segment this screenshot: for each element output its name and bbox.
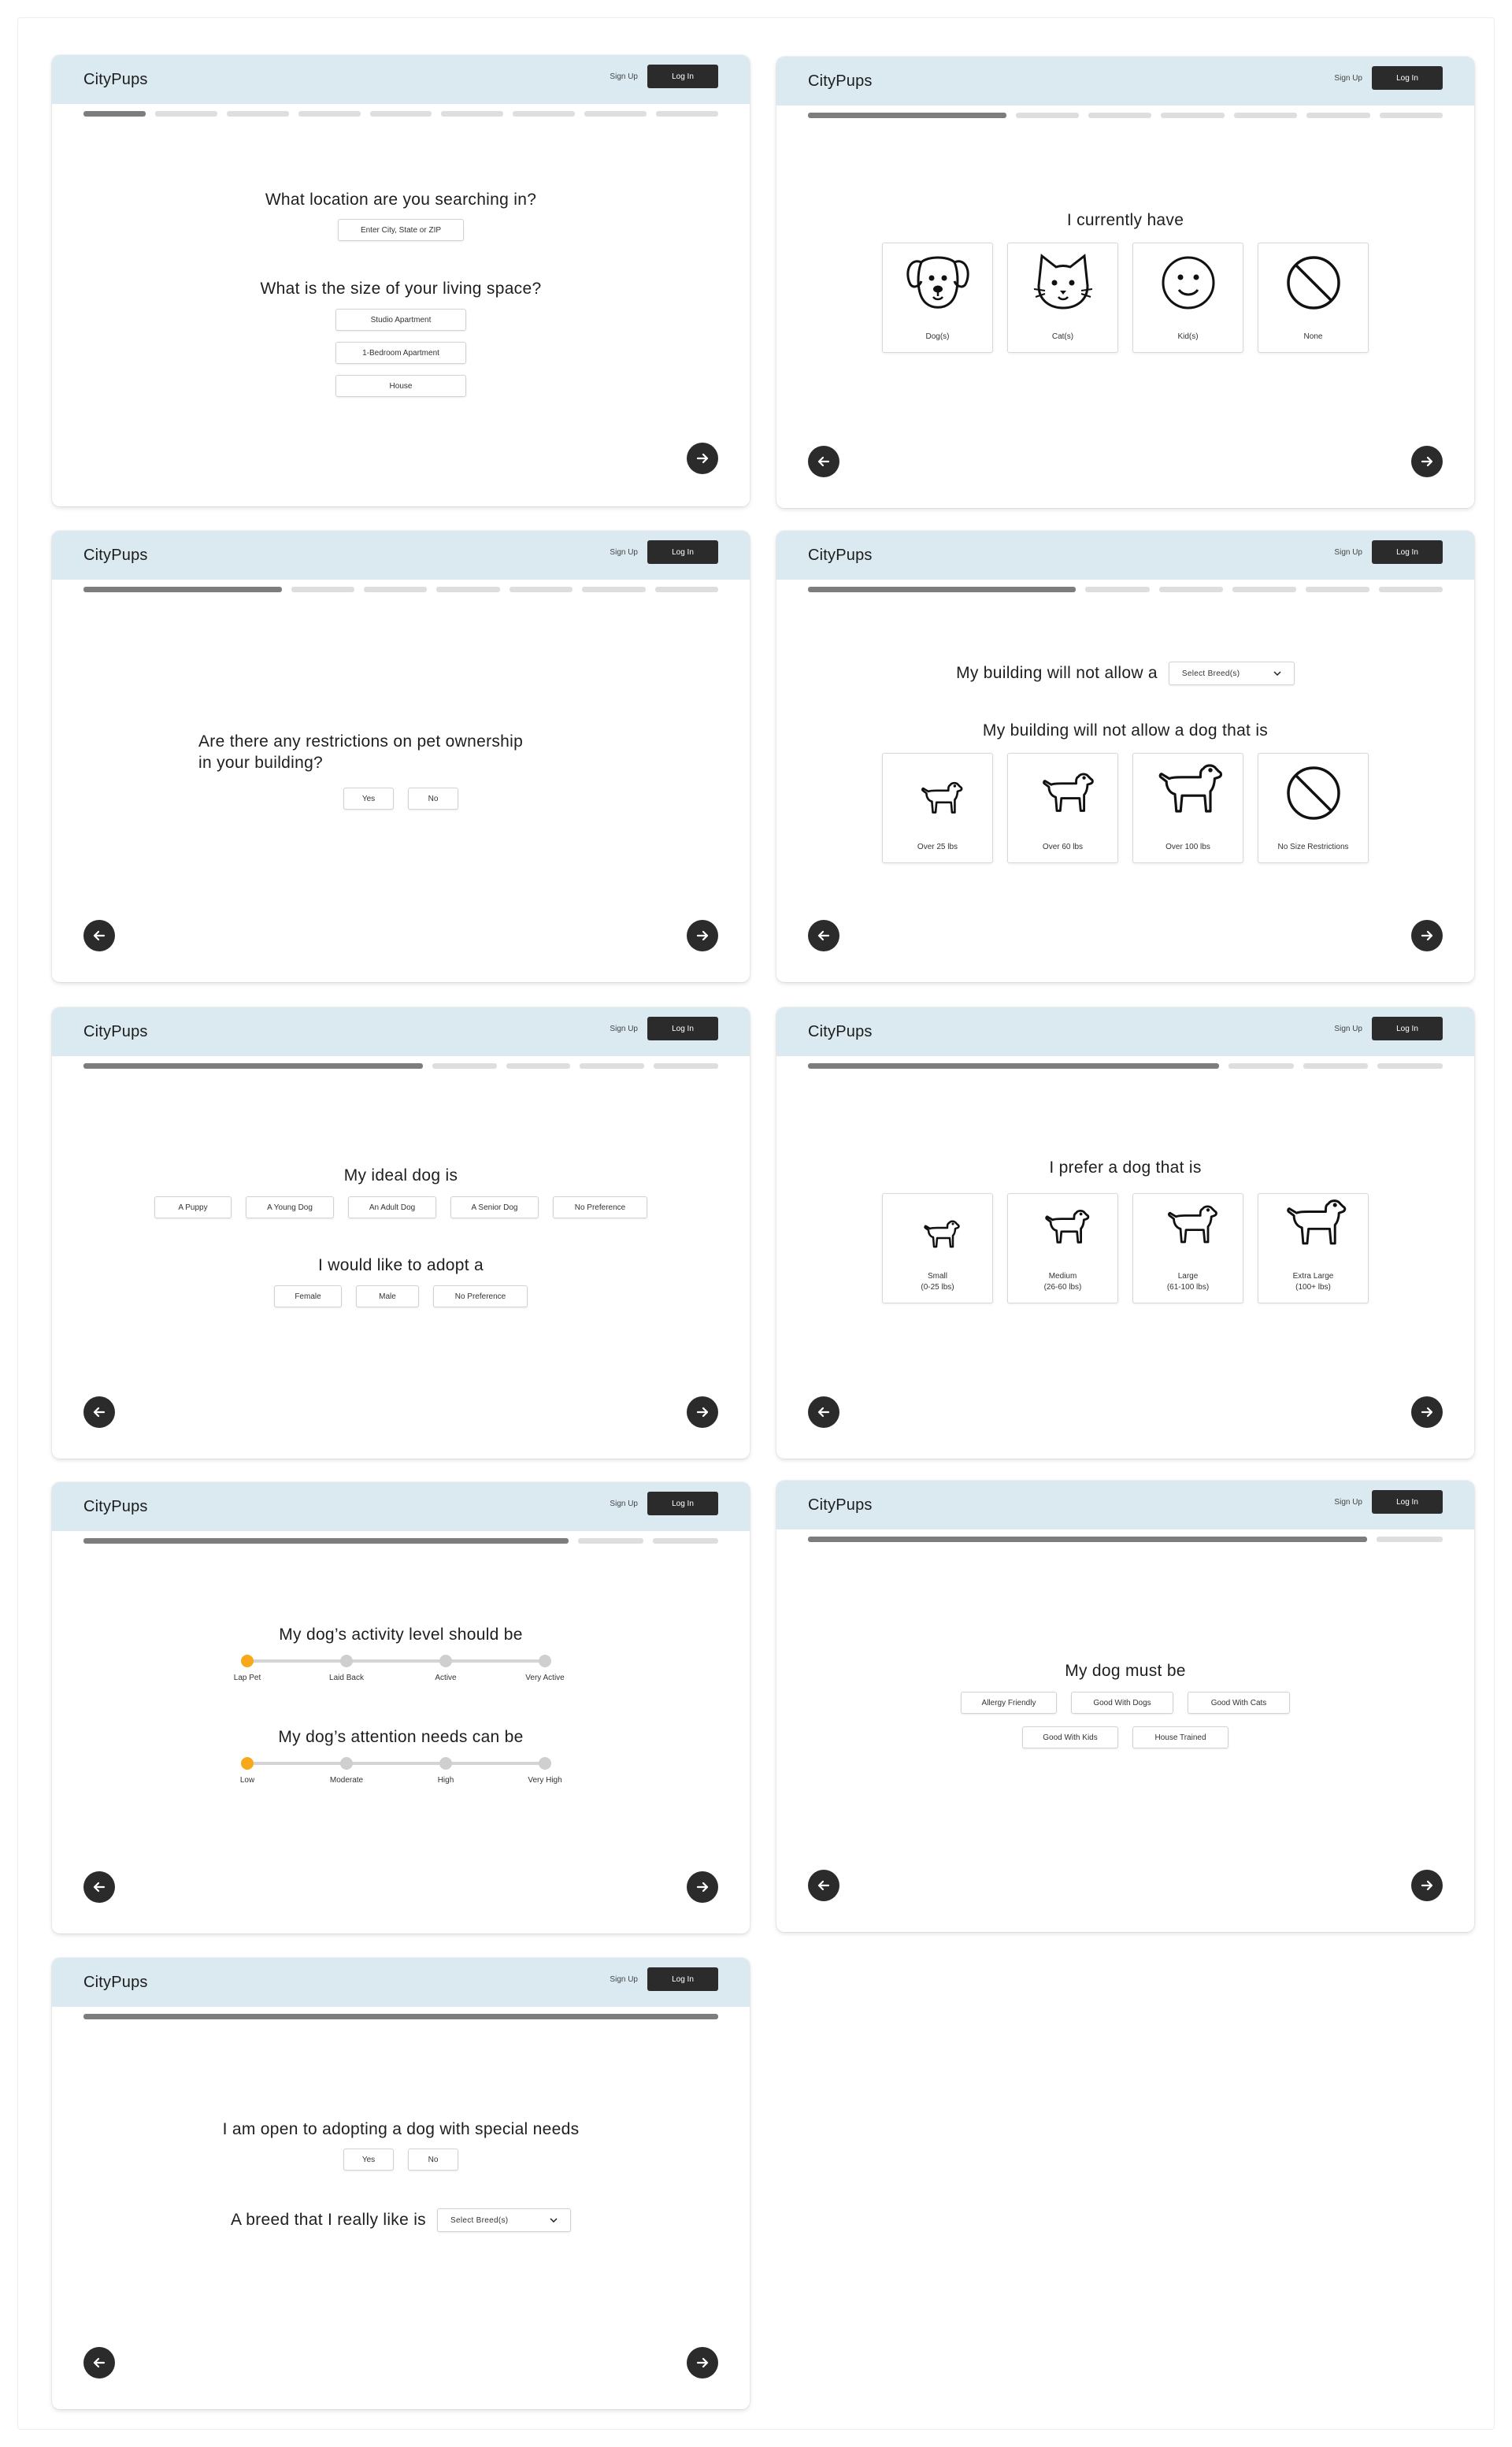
next-button[interactable] [1411,1396,1443,1428]
progress-segment-complete [83,111,146,117]
dog-large-icon [1153,1200,1224,1255]
slider-stop[interactable] [539,1757,551,1770]
progress-segment [364,587,427,592]
slider-stop[interactable] [439,1757,452,1770]
progress-segment [1379,587,1443,592]
prohibited-icon [1278,251,1349,314]
progress-bar [83,111,718,117]
slider-label: Moderate [329,1776,364,1785]
login-button[interactable]: Log In [647,1017,718,1040]
option-1-bedroom[interactable]: 1-Bedroom Apartment [335,342,466,364]
dog-medium-icon [1028,763,1099,826]
question-line: Are there any restrictions on pet ownership [198,732,524,751]
progress-segment [1380,113,1443,118]
header [776,531,1474,580]
slider-track[interactable] [247,1659,545,1663]
slider-label: High [437,1776,454,1785]
progress-segment [370,111,432,117]
arrow-left-icon [815,1403,832,1421]
signup-link[interactable]: Sign Up [610,72,638,81]
question-age: My ideal dog is [343,1166,458,1185]
next-button[interactable] [687,2347,718,2378]
option-no-preference[interactable]: No Preference [553,1196,647,1218]
tile-over-60[interactable] [1007,753,1118,863]
next-button[interactable] [1411,1870,1443,1901]
progress-segment [513,111,575,117]
option-senior-dog[interactable]: A Senior Dog [450,1196,539,1218]
tile-extra-large[interactable] [1258,1193,1369,1303]
attention-slider[interactable] [239,1756,562,1787]
question-breed-ban: My building will not allow a [956,664,1158,682]
prohibited-icon [1278,762,1349,825]
progress-segment-complete [808,1063,1219,1069]
progress-bar [83,1063,718,1069]
progress-bar [83,587,718,592]
signup-link[interactable]: Sign Up [610,1975,638,1984]
question-must-be: My dog must be [1065,1662,1186,1680]
tile-label: Over 25 lbs [917,843,958,851]
slider-stop[interactable] [439,1655,452,1667]
header [52,1007,750,1056]
back-button[interactable] [808,1396,839,1428]
header [52,531,750,580]
slider-stop[interactable] [340,1655,353,1667]
brand-logo[interactable]: CityPups [83,1023,148,1040]
tile-label: Cat(s) [1051,332,1074,341]
progress-segment [1377,1537,1443,1542]
progress-segment [584,111,647,117]
dog-small-icon [902,766,973,829]
screen-location [52,55,750,506]
question-attention: My dog’s attention needs can be [278,1728,524,1746]
tile-label: Over 60 lbs [1042,843,1084,851]
option-yes[interactable]: Yes [343,2149,394,2171]
progress-bar [808,113,1443,118]
back-button[interactable] [808,1870,839,1901]
slider-stop[interactable] [539,1655,551,1667]
screen-activity [52,1482,750,1934]
question-breed: A breed that I really like is [231,2211,426,2229]
arrow-left-icon [91,2354,108,2371]
signup-link[interactable]: Sign Up [1334,548,1362,557]
slider-stop[interactable] [340,1757,353,1770]
tile-dogs[interactable] [882,243,993,353]
progress-segment-complete [83,2014,718,2019]
tile-over-100[interactable] [1132,753,1243,863]
arrow-left-icon [815,1877,832,1894]
next-button[interactable] [687,1396,718,1428]
next-button[interactable] [687,920,718,951]
progress-segment [298,111,361,117]
tile-medium[interactable] [1007,1193,1118,1303]
question-line: in your building? [198,754,324,772]
question-size: I prefer a dog that is [1049,1159,1202,1177]
progress-segment-complete [83,1063,423,1069]
option-house[interactable]: House [335,375,466,397]
screen-must-be [776,1481,1474,1932]
brand-logo[interactable]: CityPups [808,547,873,564]
screen-special-needs [52,1958,750,2409]
dog-extra-large-icon [1276,1197,1351,1255]
progress-segment [656,111,718,117]
progress-segment [580,1063,644,1069]
tile-label: Medium (26-60 lbs) [1043,1272,1082,1292]
arrow-right-icon [1418,453,1436,470]
progress-segment [1306,587,1369,592]
progress-segment [510,587,573,592]
question-activity: My dog’s activity level should be [279,1626,523,1644]
signup-link[interactable]: Sign Up [610,1025,638,1033]
tile-cats[interactable] [1007,243,1118,353]
option-adult-dog[interactable]: An Adult Dog [348,1196,436,1218]
login-button[interactable]: Log In [1372,1490,1443,1514]
back-button[interactable] [808,920,839,951]
slider-label: Active [435,1674,457,1682]
back-button[interactable] [83,2347,115,2378]
breed-select[interactable] [1169,662,1295,685]
select-value: Select Breed(s) [450,2215,509,2225]
arrow-left-icon [91,1878,108,1896]
option-male[interactable]: Male [356,1285,419,1307]
progress-bar [808,587,1443,592]
progress-segment [653,1538,718,1544]
progress-segment [1161,113,1224,118]
tile-label: Kid(s) [1177,332,1199,341]
progress-segment [578,1538,643,1544]
dog-medium-icon [1028,1202,1099,1257]
arrow-right-icon [694,2354,711,2371]
progress-segment [1016,113,1079,118]
tile-over-25[interactable] [882,753,993,863]
arrow-right-icon [694,1878,711,1896]
screen-restrictions [52,531,750,982]
activity-slider[interactable] [233,1653,565,1685]
brand-logo[interactable]: CityPups [83,1974,148,1991]
option-no-preference[interactable]: No Preference [433,1285,528,1307]
select-value: Select Breed(s) [1181,669,1240,678]
arrow-left-icon [91,927,108,944]
progress-segment-complete [808,113,1006,118]
signup-link[interactable]: Sign Up [610,1500,638,1508]
question-gender: I would like to adopt a [317,1256,484,1274]
tile-small[interactable] [882,1193,993,1303]
question-living-space: What is the size of your living space? [260,280,542,298]
dog-face-icon [902,251,973,314]
question-special-needs: I am open to adopting a dog with special needs [222,2120,580,2138]
progress-segment [227,111,289,117]
next-button[interactable] [687,443,718,474]
arrow-right-icon [694,927,711,944]
progress-segment [655,587,718,592]
location-input[interactable]: Enter City, State or ZIP [338,219,464,241]
brand-logo[interactable]: CityPups [83,71,148,88]
tile-label: Extra Large (100+ lbs) [1292,1272,1334,1292]
arrow-right-icon [1418,1877,1436,1894]
next-button[interactable] [1411,920,1443,951]
arrow-right-icon [1418,1403,1436,1421]
header [776,1481,1474,1529]
brand-logo[interactable]: CityPups [83,547,148,564]
arrow-left-icon [91,1403,108,1421]
back-button[interactable] [83,920,115,951]
slider-label: Very Active [525,1674,565,1682]
progress-segment-complete [808,1537,1367,1542]
back-button[interactable] [808,446,839,477]
tile-large[interactable] [1132,1193,1243,1303]
progress-segment [582,587,645,592]
question-location: What location are you searching in? [265,191,537,209]
login-button[interactable]: Log In [647,1492,718,1515]
back-button[interactable] [83,1871,115,1903]
chevron-down-icon [550,2218,558,2223]
progress-segment [1306,113,1369,118]
header [776,1007,1474,1056]
dog-small-icon [902,1205,973,1260]
progress-segment [441,111,503,117]
option-good-with-kids[interactable]: Good With Kids [1022,1726,1118,1748]
progress-segment-complete [83,1538,569,1544]
slider-label: Lap Pet [233,1674,261,1682]
progress-segment-complete [83,587,282,592]
progress-segment-complete [808,587,1076,592]
progress-segment [1232,587,1296,592]
signup-link[interactable]: Sign Up [1334,74,1362,83]
arrow-left-icon [815,927,832,944]
tile-no-size[interactable] [1258,753,1369,863]
progress-segment [432,1063,497,1069]
tile-none[interactable] [1258,243,1369,353]
tile-kids[interactable] [1132,243,1243,353]
dog-large-icon [1149,760,1228,825]
progress-bar [83,2014,718,2019]
tile-label: No Size Restrictions [1277,843,1349,851]
progress-segment [1377,1063,1443,1069]
progress-segment [155,111,217,117]
option-allergy-friendly[interactable]: Allergy Friendly [961,1692,1057,1714]
screen-current-pets [776,57,1474,508]
progress-segment [436,587,499,592]
option-no[interactable]: No [408,2149,458,2171]
slider-label: Laid Back [329,1674,364,1682]
signup-link[interactable]: Sign Up [1334,1498,1362,1507]
option-good-with-dogs[interactable]: Good With Dogs [1071,1692,1173,1714]
progress-segment [1234,113,1297,118]
brand-logo[interactable]: CityPups [808,72,873,90]
option-no[interactable]: No [408,788,458,810]
question-size-ban: My building will not allow a dog that is [982,721,1269,740]
signup-link[interactable]: Sign Up [610,548,638,557]
option-yes[interactable]: Yes [343,788,394,810]
option-good-with-cats[interactable]: Good With Cats [1188,1692,1290,1714]
tile-label: Large (61-100 lbs) [1166,1272,1210,1292]
cat-face-icon [1028,251,1099,314]
slider-label: Very High [528,1776,562,1785]
progress-segment [1303,1063,1369,1069]
question-restrictions [198,731,523,773]
progress-bar [83,1538,718,1544]
slider-track[interactable] [247,1762,545,1765]
brand-logo[interactable]: CityPups [808,1496,873,1514]
arrow-right-icon [694,1403,711,1421]
tile-label: Small (0-25 lbs) [921,1272,954,1292]
progress-segment [506,1063,571,1069]
arrow-right-icon [1418,927,1436,944]
header [52,1958,750,2007]
header [52,1482,750,1531]
header [52,55,750,104]
next-button[interactable] [687,1871,718,1903]
option-puppy[interactable]: A Puppy [154,1196,232,1218]
progress-segment [1228,1063,1294,1069]
chevron-down-icon [1273,671,1281,676]
tile-label: None [1303,332,1323,341]
arrow-right-icon [694,450,711,467]
option-studio[interactable]: Studio Apartment [335,309,466,331]
progress-bar [808,1063,1443,1069]
login-button[interactable]: Log In [647,65,718,88]
slider-stop-selected[interactable] [241,1655,254,1667]
screen-ideal-dog [52,1007,750,1459]
brand-logo[interactable]: CityPups [83,1498,148,1515]
login-button[interactable]: Log In [1372,1017,1443,1040]
signup-link[interactable]: Sign Up [1334,1025,1362,1033]
screen-size-preference [776,1007,1474,1459]
progress-segment [1159,587,1223,592]
slider-label: Low [239,1776,255,1785]
progress-segment [1088,113,1151,118]
tile-label: Dog(s) [925,332,950,341]
login-button[interactable]: Log In [1372,540,1443,564]
progress-segment [291,587,354,592]
brand-logo[interactable]: CityPups [808,1023,873,1040]
header [776,57,1474,106]
smiley-face-icon [1153,251,1224,314]
progress-segment [654,1063,718,1069]
login-button[interactable]: Log In [1372,66,1443,90]
breed-select[interactable] [437,2208,571,2232]
login-button[interactable]: Log In [647,540,718,564]
option-young-dog[interactable]: A Young Dog [246,1196,334,1218]
next-button[interactable] [1411,446,1443,477]
login-button[interactable]: Log In [647,1967,718,1991]
slider-stop-selected[interactable] [241,1757,254,1770]
back-button[interactable] [83,1396,115,1428]
tile-label: Over 100 lbs [1166,843,1210,851]
option-house-trained[interactable]: House Trained [1132,1726,1228,1748]
screen-building-rules [776,531,1474,982]
progress-segment [1085,587,1149,592]
arrow-left-icon [815,453,832,470]
option-female[interactable]: Female [274,1285,342,1307]
progress-bar [808,1537,1443,1542]
question-current: I currently have [1066,211,1184,229]
